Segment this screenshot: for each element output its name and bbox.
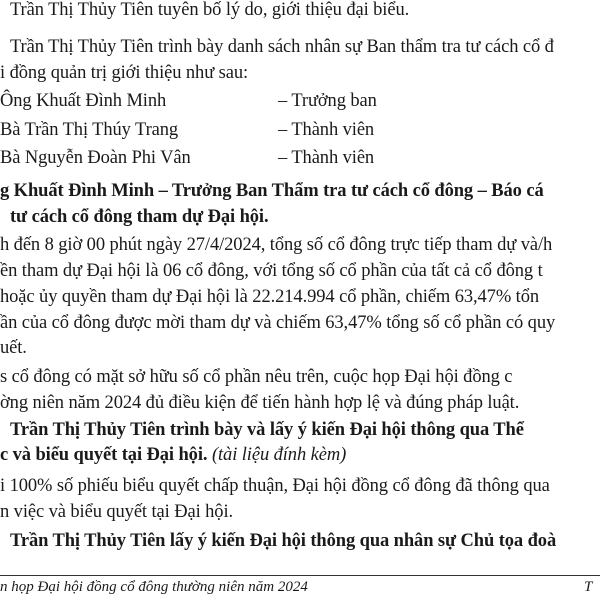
committee-member-name: Ông Khuất Đình Minh: [0, 91, 167, 111]
footer-divider: [0, 575, 600, 576]
report-heading: g Khuất Đình Minh – Trưởng Ban Thẩm tra tư cách cổ đông – Báo cá: [0, 181, 544, 201]
footer-page-marker: T: [584, 579, 593, 595]
rules-heading: Trần Thị Thủy Tiên trình bày và lấy ý kiến Đại hội thông qua Thể: [10, 420, 524, 440]
chair-heading: Trần Thị Thủy Tiên lấy ý kiến Đại hội thông qua nhân sự Chủ tọa đoà: [10, 531, 557, 551]
approval-line-2: n việc và biểu quyết tại Đại hội.: [0, 502, 234, 522]
committee-intro-line: Trần Thị Thủy Tiên trình bày danh sách nhân sự Ban thẩm tra tư cách cổ đ: [10, 37, 554, 57]
committee-intro-line-2: i đồng quản trị giới thiệu như sau:: [0, 63, 249, 83]
committee-member-name: Bà Trần Thị Thúy Trang: [0, 120, 179, 140]
approval-line: i 100% số phiếu biểu quyết chấp thuận, Đại hội đồng cổ đông đã thông qua: [0, 476, 550, 496]
footer-title: n họp Đại hội đồng cổ đông thường niên năm 2024: [0, 579, 308, 595]
report-body-line: h đến 8 giờ 00 phút ngày 27/4/2024, tổng số cổ đông trực tiếp tham dự và/h: [0, 235, 553, 255]
report-body-line: uết.: [0, 338, 27, 358]
quorum-line-2: ờng niên năm 2024 đủ điều kiện để tiến hành hợp lệ và đúng pháp luật.: [0, 393, 520, 413]
report-body-line: ền tham dự Đại hội là 06 cổ đông, với tổng số cổ phần của tất cả cổ đông t: [0, 261, 543, 281]
rules-heading-line-2: [0, 443, 346, 467]
committee-member-role: – Thành viên: [278, 148, 375, 168]
committee-member-2: [0, 118, 600, 142]
committee-member-role: – Trưởng ban: [278, 91, 377, 111]
committee-member-role: – Thành viên: [278, 120, 375, 140]
committee-member-name: Bà Nguyễn Đoàn Phi Vân: [0, 148, 191, 168]
rules-attachment-note: (tài liệu đính kèm): [211, 445, 347, 465]
committee-member-1: [0, 89, 600, 113]
quorum-line: s cổ đông có mặt sở hữu số cổ phần nêu trên, cuộc họp Đại hội đồng c: [0, 367, 513, 387]
report-body-line: ần của cổ đông được mời tham dự và chiếm 63,47% tổng số cổ phần có quy: [0, 313, 556, 333]
intro-line: Trần Thị Thủy Tiên tuyên bố lý do, giới thiệu đại biểu.: [10, 0, 410, 20]
rules-heading-2: c và biểu quyết tại Đại hội.: [0, 445, 208, 465]
report-body-line: hoặc ủy quyền tham dự Đại hội là 22.214.994 cổ phần, chiếm 63,47% tổn: [0, 287, 540, 307]
committee-member-3: [0, 146, 600, 170]
report-heading-2: tư cách cổ đông tham dự Đại hội.: [10, 207, 269, 227]
